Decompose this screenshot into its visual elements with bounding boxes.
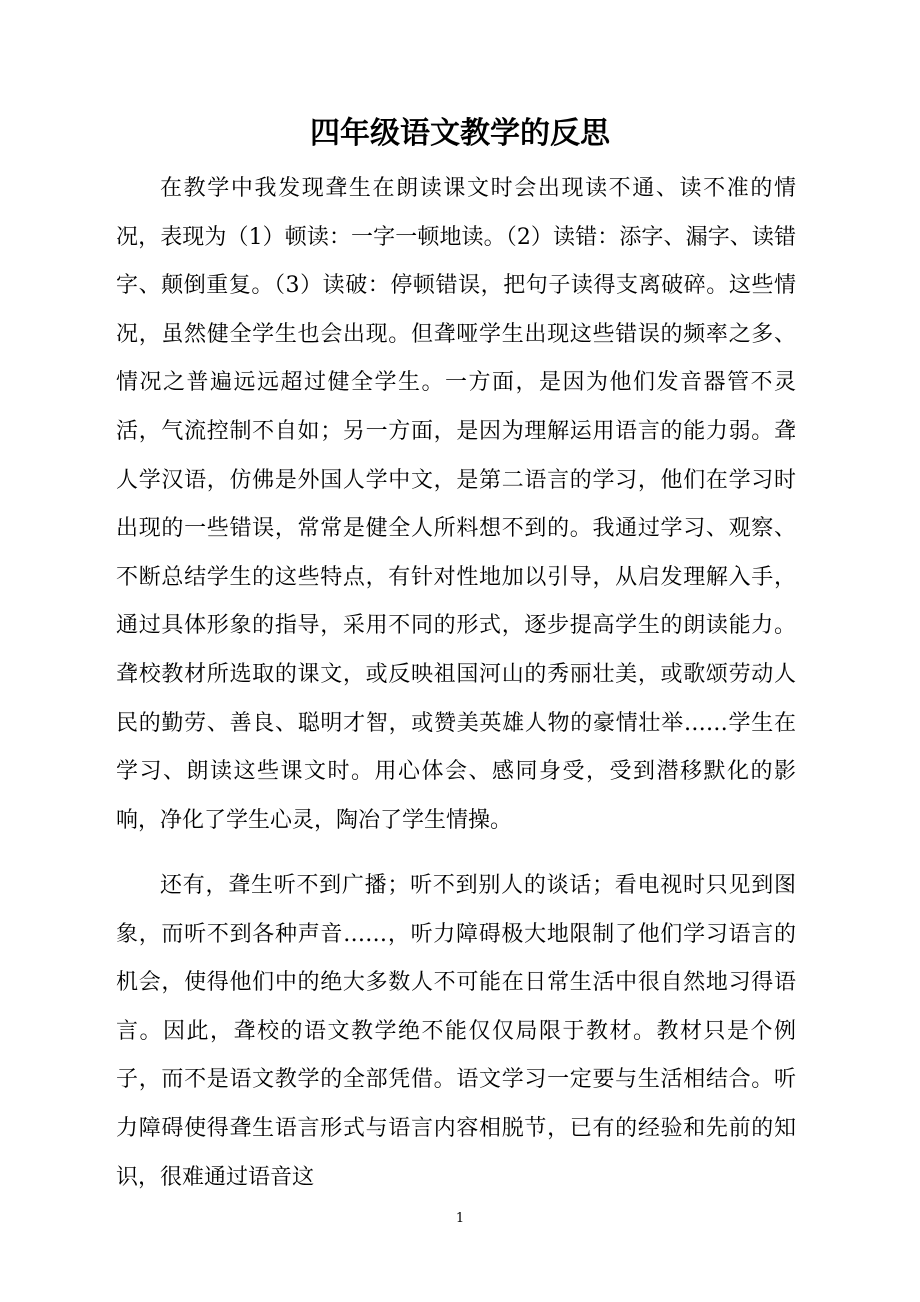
body-paragraph-1: 在教学中我发现聋生在朗读课文时会出现读不通、读不准的情况，表现为（1）顿读：一字一顿地读。（2）读错：添字、漏字、读错字、颠倒重复。（3）读破：停顿错误，把句子读得支离破碎。这些情况，虽然健全学生也会出现。但聋哑学生出现这些错误的频率之多、情况之普遍远远超过健全学生。一方面，是因为他们发音器管不灵活，气流控制不自如；另一方面，是因为理解运用语言的能力弱。聋人学汉语，仿佛是外国人学中文，是第二语言的学习，他们在学习时出现的一些错误，常常是健全人所料想不到的。我通过学习、观察、不断总结学生的这些特点，有针对性地加以引导，从启发理解入手，通过具体形象的指导，采用不同的形式，逐步提高学生的朗读能力。聋校教材所选取的课文，或反映祖国河山的秀丽壮美，或歌颂劳动人民的勤劳、善良、聪明才智，或赞美英雄人物的豪情壮举……学生在学习、朗读这些课文时。用心体会、感同身受，受到潜移默化的影响，净化了学生心灵，陶冶了学生情操。 [116,176,796,833]
body-paragraph-2: 还有，聋生听不到广播；听不到别人的谈话；看电视时只见到图象，而听不到各种声音……，听力障碍极大地限制了他们学习语言的机会，使得他们中的绝大多数人不可能在日常生活中很自然地习得语言。因此，聋校的语文教学绝不能仅仅局限于教材。教材只是个例子，而不是语文教学的全部凭借。语文学习一定要与生活相结合。听力障碍使得聋生语言形式与语言内容相脱节，已有的经验和先前的知识，很难通过语音这 [116,873,796,1190]
document-title: 四年级语文教学的反思 [310,116,610,151]
page-number: 1 [455,1211,465,1226]
